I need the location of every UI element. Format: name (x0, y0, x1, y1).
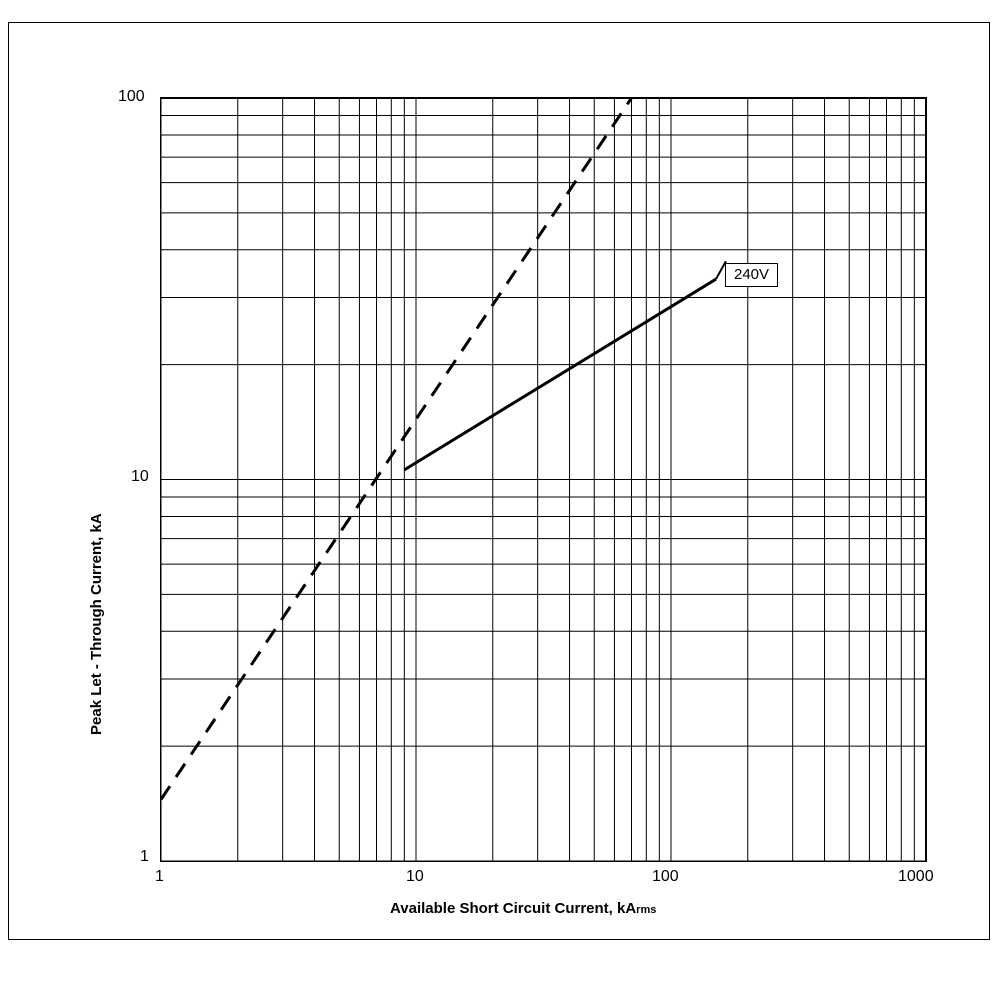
grid-and-series (161, 98, 926, 861)
y-tick-10: 10 (131, 468, 149, 485)
series-label-240v: 240V (725, 263, 778, 287)
x-tick-1000: 1000 (898, 868, 934, 885)
y-tick-1: 1 (140, 848, 149, 865)
x-axis-title-subscript: rms (636, 904, 657, 916)
x-tick-100: 100 (652, 868, 679, 885)
y-tick-100: 100 (118, 88, 145, 105)
plot-area (160, 97, 927, 862)
y-axis-title: Peak Let - Through Current, kA (88, 513, 105, 735)
series-curve-240v (404, 279, 716, 470)
x-axis-title: Available Short Circuit Current, kA (390, 900, 637, 917)
x-tick-10: 10 (406, 868, 424, 885)
series-curve-unrestricted-peak (161, 98, 632, 799)
x-tick-1: 1 (155, 868, 164, 885)
